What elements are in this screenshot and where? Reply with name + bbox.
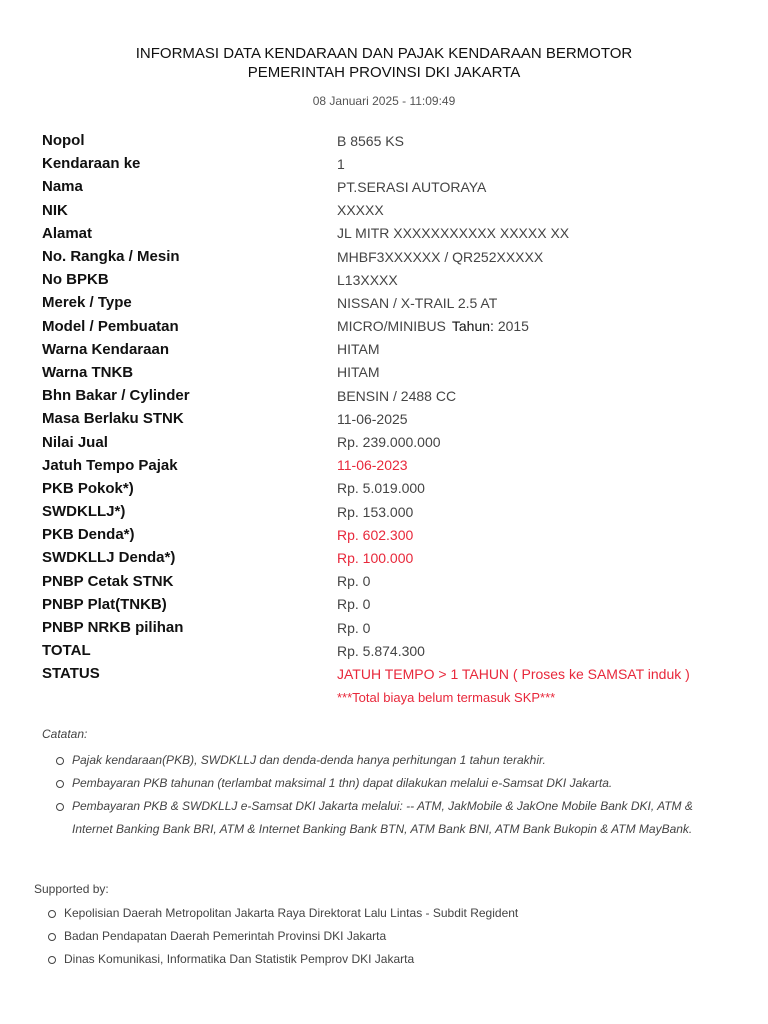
list-item <box>42 749 722 772</box>
label: Bhn Bakar / Cylinder <box>42 387 190 405</box>
label: PKB Denda*) <box>42 526 135 544</box>
label: SWDKLLJ*) <box>42 503 126 521</box>
circle-bullet-icon <box>48 956 56 964</box>
value: B 8565 KS <box>337 132 404 149</box>
list-item <box>34 925 734 948</box>
skp-note: ***Total biaya belum termasuk SKP*** <box>337 689 556 705</box>
row-pkb-pokok <box>42 477 742 500</box>
page-title-line1: INFORMASI DATA KENDARAAN DAN PAJAK KENDARAAN BERMOTOR <box>135 45 633 62</box>
label: No. Rangka / Mesin <box>42 248 180 266</box>
list-item <box>42 772 722 795</box>
circle-bullet-icon <box>48 910 56 918</box>
list-item <box>42 795 722 818</box>
label: PNBP Plat(TNKB) <box>42 595 167 613</box>
row-total <box>42 639 742 662</box>
label: Nama <box>42 178 83 196</box>
note-text: Pembayaran PKB & SWDKLLJ e-Samsat DKI Jakarta melalui: -- ATM, JakMobile & JakOne Mobile Bank DKI, ATM & <box>72 799 693 813</box>
list-item <box>34 948 734 971</box>
label: Alamat <box>42 224 93 242</box>
value: Rp. 0 <box>337 596 371 613</box>
circle-bullet-icon <box>56 757 64 765</box>
label: Nopol <box>42 132 85 150</box>
row-warna-tnkb <box>42 361 742 384</box>
label: PKB Pokok*) <box>42 479 134 497</box>
label: Masa Berlaku STNK <box>42 410 184 428</box>
value: Rp. 153.000 <box>337 503 414 520</box>
row-masa-berlaku-stnk <box>42 407 742 430</box>
value: BENSIN / 2488 CC <box>337 387 457 404</box>
row-swdkllj <box>42 500 742 523</box>
row-pnbp-nrkb <box>42 616 742 639</box>
support-text: Kepolisian Daerah Metropolitan Jakarta Raya Direktorat Lalu Lintas - Subdit Regident <box>64 906 519 920</box>
row-pnbp-cetak-stnk <box>42 570 742 593</box>
support-section <box>34 882 734 971</box>
support-list <box>34 902 734 971</box>
support-title: Supported by: <box>34 882 109 896</box>
page-header <box>0 44 768 108</box>
tahun-value: 2015 <box>497 318 529 335</box>
notes-section <box>42 727 722 841</box>
circle-bullet-icon <box>48 933 56 941</box>
label: Warna Kendaraan <box>42 340 169 358</box>
support-text: Dinas Komunikasi, Informatika Dan Statistik Pemprov DKI Jakarta <box>64 952 415 966</box>
tahun-label: Tahun: <box>451 318 494 335</box>
row-pkb-denda <box>42 523 742 546</box>
value: 11-06-2023 <box>337 457 408 474</box>
value: Rp. 5.019.000 <box>337 480 425 497</box>
notes-list <box>42 749 722 841</box>
model-value: MICRO/MINIBUS <box>337 318 446 335</box>
row-merek-type <box>42 291 742 314</box>
value: XXXXX <box>337 202 384 219</box>
circle-bullet-icon <box>56 780 64 788</box>
row-nik <box>42 199 742 222</box>
row-status <box>42 662 742 685</box>
label: Merek / Type <box>42 294 132 312</box>
value <box>337 318 529 334</box>
row-nopol <box>42 129 742 152</box>
timestamp: 08 Januari 2025 - 11:09:49 <box>312 94 456 108</box>
row-bahan-bakar <box>42 384 742 407</box>
value: MHBF3XXXXXX / QR252XXXXX <box>337 248 544 265</box>
value: Rp. 100.000 <box>337 549 414 566</box>
label: Jatuh Tempo Pajak <box>42 456 178 474</box>
status-value: JATUH TEMPO > 1 TAHUN ( Proses ke SAMSAT induk ) <box>337 665 690 682</box>
row-alamat <box>42 222 742 245</box>
list-item <box>34 902 734 925</box>
vehicle-info-table <box>42 129 742 709</box>
row-warna-kendaraan <box>42 338 742 361</box>
row-model-pembuatan <box>42 315 742 338</box>
row-rangka-mesin <box>42 245 742 268</box>
note-text: Internet Banking Bank BRI, ATM & Internet Banking Bank BTN, ATM Bank BNI, ATM Bank Bukopin & ATM MayBank. <box>72 822 693 836</box>
value: Rp. 602.300 <box>337 526 414 543</box>
row-swdkllj-denda <box>42 546 742 569</box>
label: TOTAL <box>42 642 91 660</box>
note-text: Pajak kendaraan(PKB), SWDKLLJ dan denda-denda hanya perhitungan 1 tahun terakhir. <box>72 753 546 767</box>
label: Warna TNKB <box>42 363 134 381</box>
label: Model / Pembuatan <box>42 317 179 335</box>
value: Rp. 0 <box>337 619 371 636</box>
value: 11-06-2025 <box>337 410 408 427</box>
page-title-line2: PEMERINTAH PROVINSI DKI JAKARTA <box>247 64 521 81</box>
list-item-continuation <box>42 818 722 841</box>
value: 1 <box>337 155 345 172</box>
label: STATUS <box>42 665 100 683</box>
label: No BPKB <box>42 271 109 289</box>
value: Rp. 5.874.300 <box>337 642 425 659</box>
label: Kendaraan ke <box>42 155 141 173</box>
value: Rp. 0 <box>337 573 371 590</box>
value: JL MITR XXXXXXXXXXX XXXXX XX <box>337 225 570 242</box>
value: Rp. 239.000.000 <box>337 434 441 451</box>
note-text: Pembayaran PKB tahunan (terlambat maksimal 1 thn) dapat dilakukan melalui e-Samsat DKI Jakarta. <box>72 776 613 790</box>
value: HITAM <box>337 364 380 381</box>
value: L13XXXX <box>337 271 398 288</box>
value: PT.SERASI AUTORAYA <box>337 178 487 195</box>
label: SWDKLLJ Denda*) <box>42 549 176 567</box>
label: Nilai Jual <box>42 433 108 451</box>
row-bpkb <box>42 268 742 291</box>
label: PNBP Cetak STNK <box>42 572 174 590</box>
label: PNBP NRKB pilihan <box>42 619 184 637</box>
row-nama <box>42 175 742 198</box>
circle-bullet-icon <box>56 803 64 811</box>
value: HITAM <box>337 341 380 358</box>
notes-title: Catatan: <box>42 727 88 741</box>
support-text: Badan Pendapatan Daerah Pemerintah Provinsi DKI Jakarta <box>64 929 387 943</box>
row-nilai-jual <box>42 430 742 453</box>
label: NIK <box>42 201 68 219</box>
row-kendaraan-ke <box>42 152 742 175</box>
value: NISSAN / X-TRAIL 2.5 AT <box>337 294 498 311</box>
row-pnbp-plat <box>42 593 742 616</box>
row-jatuh-tempo <box>42 454 742 477</box>
